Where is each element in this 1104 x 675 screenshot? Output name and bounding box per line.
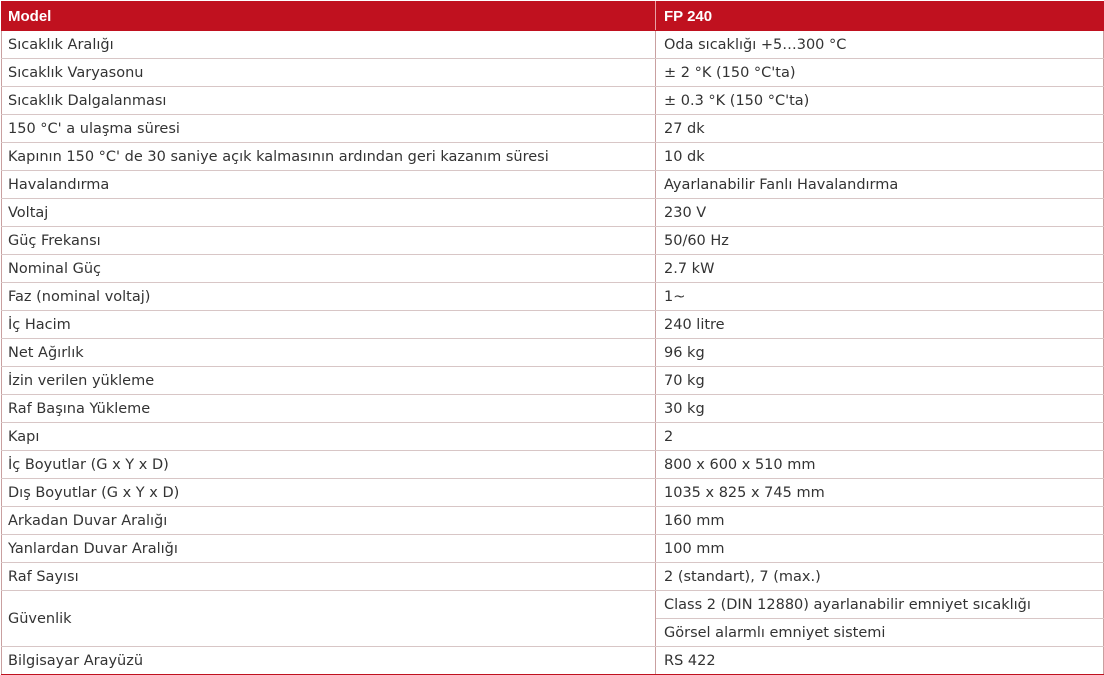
spec-label: İzin verilen yükleme	[2, 367, 656, 395]
spec-label: İç Boyutlar (G x Y x D)	[2, 451, 656, 479]
spec-value: 230 V	[656, 199, 1104, 227]
table-row	[2, 143, 1104, 171]
spec-label: Kapı	[2, 423, 656, 451]
table-row	[2, 311, 1104, 339]
spec-value: 160 mm	[656, 507, 1104, 535]
spec-value: ± 0.3 °K (150 °C'ta)	[656, 87, 1104, 115]
spec-label: Sıcaklık Varyasonu	[2, 59, 656, 87]
spec-value: 800 x 600 x 510 mm	[656, 451, 1104, 479]
spec-value: Ayarlanabilir Fanlı Havalandırma	[656, 171, 1104, 199]
spec-label: 150 °C' a ulaşma süresi	[2, 115, 656, 143]
spec-label: Güvenlik	[2, 591, 656, 647]
spec-value: 240 litre	[656, 311, 1104, 339]
table-row	[2, 199, 1104, 227]
table-row	[2, 395, 1104, 423]
table-row	[2, 283, 1104, 311]
spec-value: ± 2 °K (150 °C'ta)	[656, 59, 1104, 87]
spec-label: Faz (nominal voltaj)	[2, 283, 656, 311]
spec-label: Dış Boyutlar (G x Y x D)	[2, 479, 656, 507]
spec-label: Arkadan Duvar Aralığı	[2, 507, 656, 535]
spec-label: Raf Başına Yükleme	[2, 395, 656, 423]
spec-label: İç Hacim	[2, 311, 656, 339]
spec-label: Yanlardan Duvar Aralığı	[2, 535, 656, 563]
table-row	[2, 507, 1104, 535]
spec-value: 50/60 Hz	[656, 227, 1104, 255]
table-row	[2, 59, 1104, 87]
table-row	[2, 535, 1104, 563]
table-row	[2, 647, 1104, 675]
table-row	[2, 31, 1104, 59]
spec-label: Raf Sayısı	[2, 563, 656, 591]
spec-label: Havalandırma	[2, 171, 656, 199]
spec-value: 70 kg	[656, 367, 1104, 395]
spec-label: Bilgisayar Arayüzü	[2, 647, 656, 675]
spec-table	[1, 1, 1104, 675]
spec-value: 1035 x 825 x 745 mm	[656, 479, 1104, 507]
table-row	[2, 451, 1104, 479]
table-row	[2, 339, 1104, 367]
table-row	[2, 171, 1104, 199]
spec-label: Net Ağırlık	[2, 339, 656, 367]
spec-value: RS 422	[656, 647, 1104, 675]
spec-value: 30 kg	[656, 395, 1104, 423]
spec-value: 27 dk	[656, 115, 1104, 143]
table-row	[2, 367, 1104, 395]
table-row	[2, 227, 1104, 255]
spec-label: Kapının 150 °C' de 30 saniye açık kalmasının ardından geri kazanım süresi	[2, 143, 656, 171]
spec-value: 2 (standart), 7 (max.)	[656, 563, 1104, 591]
table-row	[2, 479, 1104, 507]
spec-value: 1~	[656, 283, 1104, 311]
table-row	[2, 115, 1104, 143]
spec-label: Voltaj	[2, 199, 656, 227]
spec-value: 100 mm	[656, 535, 1104, 563]
spec-value: 2.7 kW	[656, 255, 1104, 283]
header-model-value: FP 240	[656, 2, 1104, 31]
table-row	[2, 423, 1104, 451]
table-row	[2, 87, 1104, 115]
spec-rows	[2, 31, 1104, 675]
table-row	[2, 563, 1104, 591]
spec-value: Class 2 (DIN 12880) ayarlanabilir emniyet sıcaklığı	[656, 591, 1104, 619]
table-row	[2, 255, 1104, 283]
spec-value: 96 kg	[656, 339, 1104, 367]
table-header-row	[2, 2, 1104, 31]
spec-value: Görsel alarmlı emniyet sistemi	[656, 619, 1104, 647]
header-label: Model	[2, 2, 656, 31]
spec-value: Oda sıcaklığı +5…300 °C	[656, 31, 1104, 59]
spec-value: 10 dk	[656, 143, 1104, 171]
spec-label: Nominal Güç	[2, 255, 656, 283]
spec-label: Güç Frekansı	[2, 227, 656, 255]
spec-value: 2	[656, 423, 1104, 451]
table-row	[2, 591, 1104, 619]
spec-label: Sıcaklık Dalgalanması	[2, 87, 656, 115]
spec-label: Sıcaklık Aralığı	[2, 31, 656, 59]
